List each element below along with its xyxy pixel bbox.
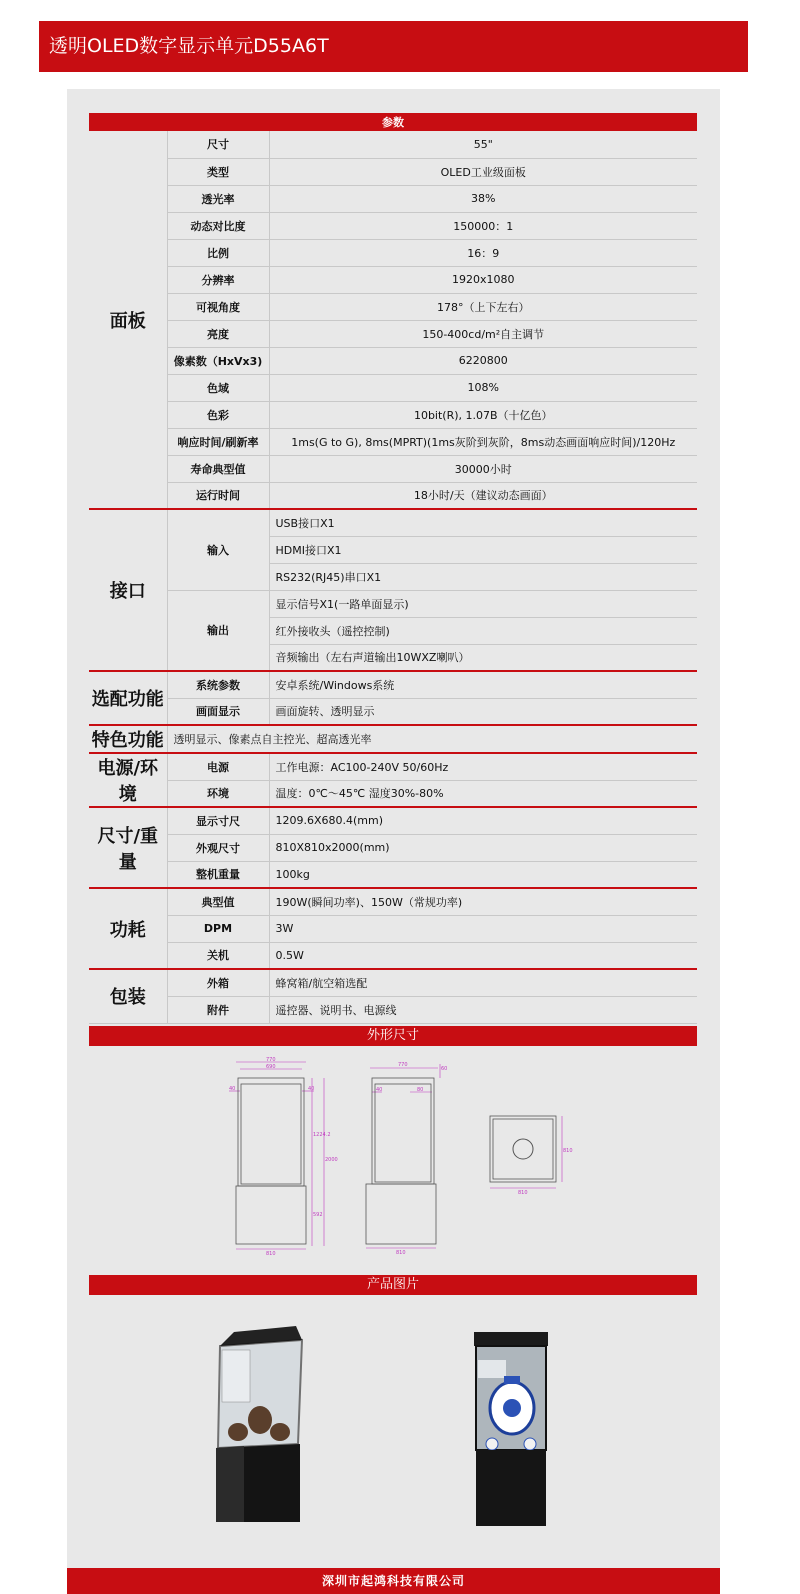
spec-value: 温度：0℃～45℃ 湿度30%-80% (269, 780, 697, 807)
spec-row (89, 996, 697, 1023)
spec-row (89, 320, 697, 347)
company-footer: 深圳市起鸿科技有限公司 (67, 1568, 720, 1594)
spec-value: 30000小时 (269, 455, 697, 482)
spec-label: 亮度 (167, 320, 269, 347)
spec-value: USB接口X1 (269, 509, 697, 536)
spec-label: 输入 (167, 509, 269, 590)
spec-label: 关机 (167, 942, 269, 969)
spec-label: 环境 (167, 780, 269, 807)
spec-label: 显示寸尺 (167, 807, 269, 834)
spec-value: RS232(RJ45)串口X1 (269, 563, 697, 590)
dim-side-margin: 40 (376, 1087, 383, 1093)
spec-label: 分辨率 (167, 266, 269, 293)
spec-label: 像素数（HxVx3) (167, 347, 269, 374)
spec-value: 150000：1 (269, 212, 697, 239)
spec-row (89, 509, 697, 536)
spec-row (89, 212, 697, 239)
spec-value: 55" (269, 131, 697, 158)
spec-row (89, 482, 697, 509)
dim-front-total-height: 2000 (325, 1157, 338, 1163)
spec-category: 选配功能 (89, 671, 167, 725)
spec-value: 红外接收头（遥控控制) (269, 617, 697, 644)
spec-label: 电源 (167, 753, 269, 780)
spec-label: 尺寸 (167, 131, 269, 158)
spec-table (89, 113, 697, 1024)
spec-label: DPM (167, 915, 269, 942)
spec-label: 外箱 (167, 969, 269, 996)
spec-value: 150-400cd/m²自主调节 (269, 320, 697, 347)
spec-value: 810X810x2000(mm) (269, 834, 697, 861)
spec-value: 100kg (269, 861, 697, 888)
dim-front-margin: 40 (229, 1086, 236, 1092)
dim-side-margin-2: 80 (417, 1087, 424, 1093)
spec-value: 178°（上下左右） (269, 293, 697, 320)
spec-label: 典型值 (167, 888, 269, 915)
spec-value: OLED工业级面板 (269, 158, 697, 185)
spec-label: 类型 (167, 158, 269, 185)
product-photo-vase (468, 1330, 554, 1526)
spec-label: 动态对比度 (167, 212, 269, 239)
spec-row (89, 698, 697, 725)
spec-label: 可视角度 (167, 293, 269, 320)
spec-value: 1920x1080 (269, 266, 697, 293)
products-title: 产品图片 (89, 1275, 697, 1295)
spec-label: 外观尺寸 (167, 834, 269, 861)
spec-label: 系统参数 (167, 671, 269, 698)
dim-top-depth: 810 (563, 1148, 573, 1154)
spec-value: 遥控器、说明书、电源线 (269, 996, 697, 1023)
spec-value: 16：9 (269, 239, 697, 266)
spec-value: 10bit(R), 1.07B（十亿色） (269, 401, 697, 428)
spec-value: 108% (269, 374, 697, 401)
spec-row (89, 131, 697, 158)
spec-label: 色域 (167, 374, 269, 401)
spec-row (89, 753, 697, 780)
page-title: 透明OLED数字显示单元D55A6T (39, 21, 748, 72)
spec-value: 工作电源：AC100-240V 50/60Hz (269, 753, 697, 780)
spec-row (89, 590, 697, 617)
product-photo-artifacts (212, 1324, 308, 1524)
spec-value: 38% (269, 185, 697, 212)
spec-label: 透光率 (167, 185, 269, 212)
spec-value: 6220800 (269, 347, 697, 374)
spec-value: HDMI接口X1 (269, 536, 697, 563)
spec-row (89, 969, 697, 996)
front-view-drawing (226, 1056, 338, 1257)
top-view-drawing (486, 1112, 571, 1196)
spec-label: 输出 (167, 590, 269, 671)
spec-row (89, 834, 697, 861)
spec-category: 特色功能 (89, 725, 167, 753)
spec-header-row (89, 113, 697, 131)
dim-front-width-total: 770 (266, 1057, 276, 1063)
spec-category: 包装 (89, 969, 167, 1023)
spec-value: 蜂窝箱/航空箱选配 (269, 969, 697, 996)
spec-value: 1209.6X680.4(mm) (269, 807, 697, 834)
dimensions-title: 外形尺寸 (89, 1026, 697, 1046)
spec-row (89, 861, 697, 888)
spec-label: 画面显示 (167, 698, 269, 725)
spec-value: 画面旋转、透明显示 (269, 698, 697, 725)
spec-row (89, 347, 697, 374)
spec-value: 190W(瞬间功率)、150W（常规功率) (269, 888, 697, 915)
spec-row (89, 185, 697, 212)
spec-label: 比例 (167, 239, 269, 266)
spec-value: 显示信号X1(一路单面显示) (269, 590, 697, 617)
spec-label: 附件 (167, 996, 269, 1023)
side-view-drawing (360, 1058, 450, 1256)
spec-row (89, 725, 697, 753)
spec-value: 1ms(G to G), 8ms(MPRT)(1ms灰阶到灰阶，8ms动态画面响应时间)/120Hz (269, 428, 697, 455)
spec-row (89, 888, 697, 915)
spec-category: 功耗 (89, 888, 167, 969)
spec-row (89, 915, 697, 942)
spec-label: 色彩 (167, 401, 269, 428)
spec-row (89, 401, 697, 428)
spec-category: 面板 (89, 131, 167, 509)
dim-front-width-inner: 690 (266, 1064, 276, 1070)
spec-value: 18小时/天（建议动态画面） (269, 482, 697, 509)
spec-header: 参数 (89, 113, 697, 131)
dim-front-margin-right: 40 (308, 1086, 315, 1092)
spec-value: 透明显示、像素点自主控光、超高透光率 (167, 725, 697, 753)
spec-row (89, 158, 697, 185)
spec-row (89, 942, 697, 969)
spec-row (89, 374, 697, 401)
spec-value: 3W (269, 915, 697, 942)
dim-top-width: 810 (518, 1190, 528, 1196)
spec-row (89, 455, 697, 482)
spec-row (89, 239, 697, 266)
dim-front-base-height: 592 (313, 1212, 323, 1218)
spec-value: 0.5W (269, 942, 697, 969)
spec-label: 寿命典型值 (167, 455, 269, 482)
dim-side-top: 60 (441, 1066, 448, 1072)
spec-category: 尺寸/重量 (89, 807, 167, 888)
spec-row (89, 428, 697, 455)
dim-front-screen-height: 1224.2 (313, 1132, 331, 1138)
dim-side-width-total: 770 (398, 1062, 408, 1068)
spec-row (89, 807, 697, 834)
spec-row (89, 671, 697, 698)
spec-value: 音频输出（左右声道输出10WXZ喇叭） (269, 644, 697, 671)
spec-label: 响应时间/刷新率 (167, 428, 269, 455)
spec-row (89, 266, 697, 293)
spec-row (89, 293, 697, 320)
spec-category: 电源/环境 (89, 753, 167, 807)
spec-row (89, 780, 697, 807)
spec-value: 安卓系统/Windows系统 (269, 671, 697, 698)
spec-label: 整机重量 (167, 861, 269, 888)
spec-category: 接口 (89, 509, 167, 671)
spec-label: 运行时间 (167, 482, 269, 509)
dim-front-base-width: 810 (266, 1251, 276, 1257)
dim-side-base-width: 810 (396, 1250, 406, 1256)
